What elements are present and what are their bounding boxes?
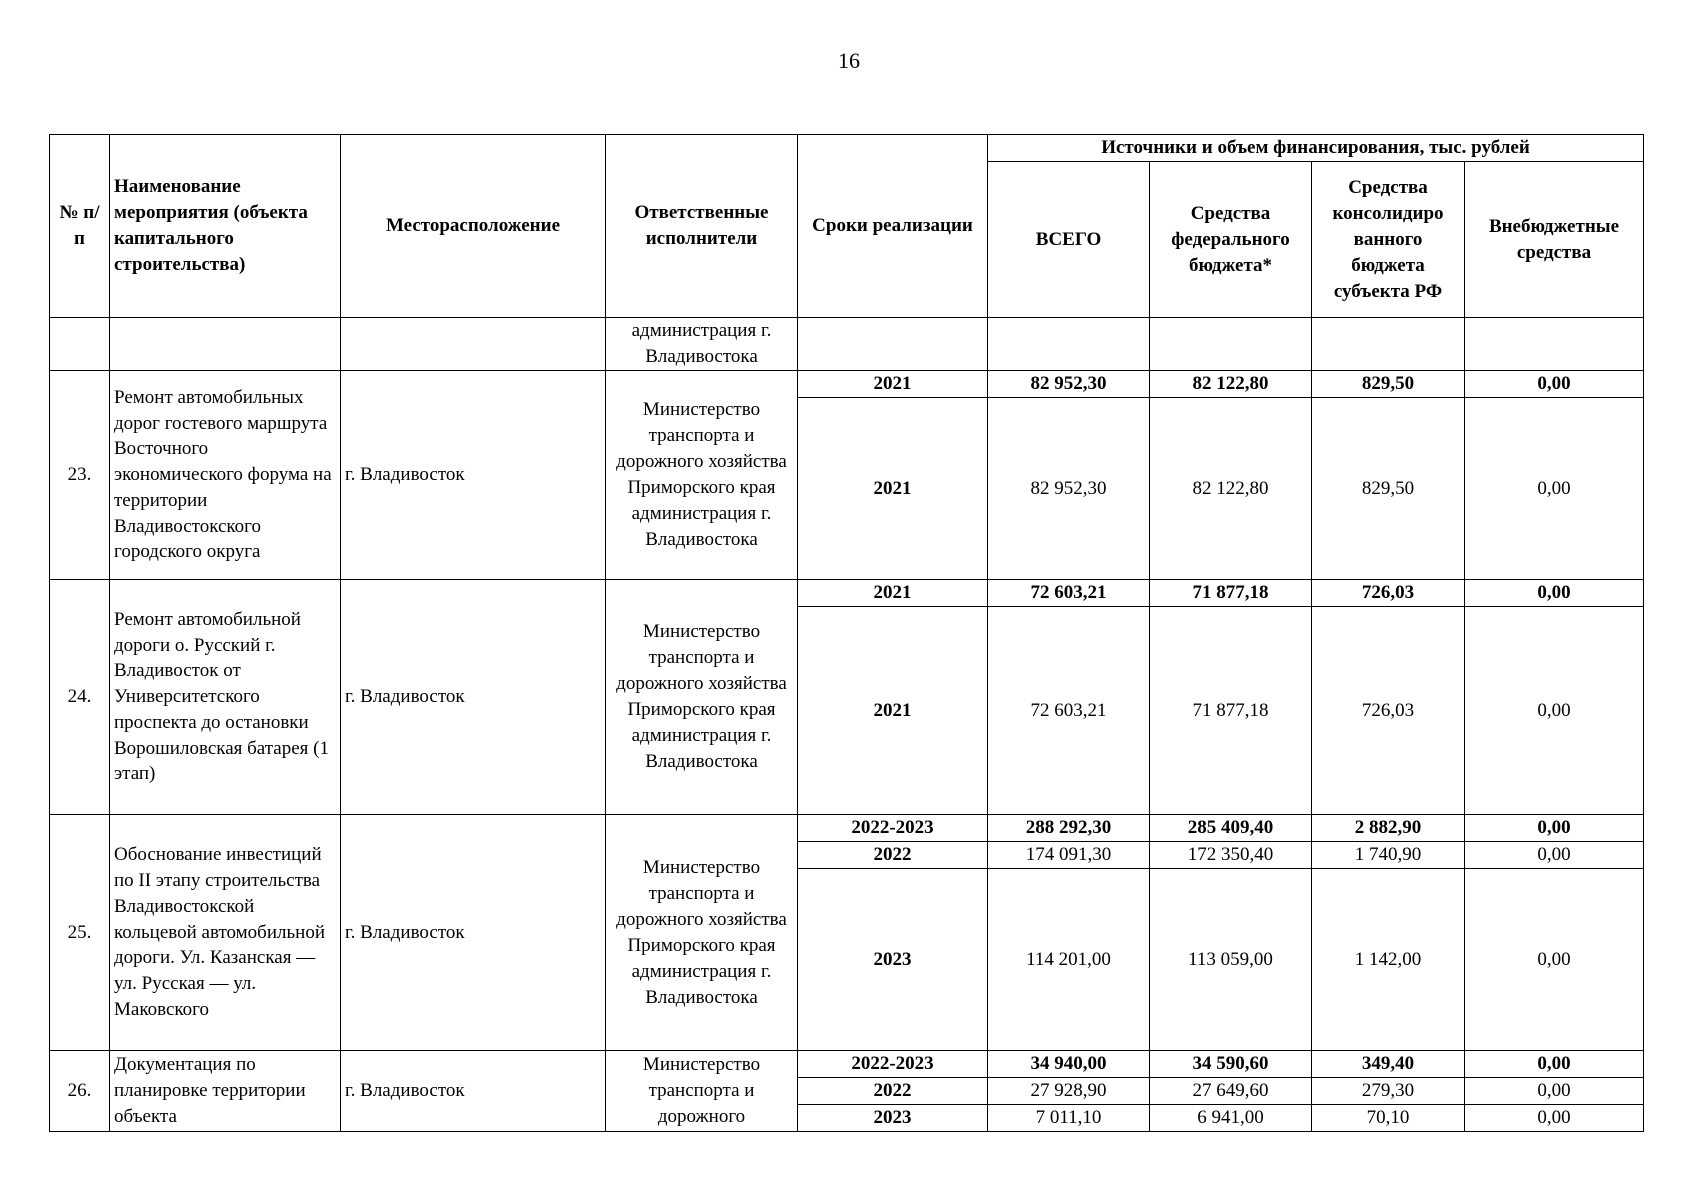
header-sources: Источники и объем финансирования, тыс. рублей	[988, 135, 1644, 162]
row-consolidated: 829,50	[1312, 371, 1465, 398]
row-extra: 0,00	[1465, 580, 1644, 607]
row-federal: 27 649,60	[1150, 1078, 1312, 1105]
row-total: 82 952,30	[988, 398, 1150, 580]
row-consolidated: 70,10	[1312, 1105, 1465, 1132]
row-year: 2021	[798, 607, 988, 815]
row-total: 114 201,00	[988, 869, 1150, 1051]
row-consolidated: 726,03	[1312, 607, 1465, 815]
table-row	[50, 815, 1644, 842]
row-responsible: Министерство транспорта и дорожного	[606, 1051, 798, 1132]
row-total: 7 011,10	[988, 1105, 1150, 1132]
row-total: 72 603,21	[988, 580, 1150, 607]
row-location: г. Владивосток	[341, 815, 606, 1051]
row-location: г. Владивосток	[341, 371, 606, 580]
row-total: 82 952,30	[988, 371, 1150, 398]
row-year: 2022-2023	[798, 1051, 988, 1078]
page-number: 16	[838, 48, 860, 73]
row-year: 2021	[798, 580, 988, 607]
row-total: 288 292,30	[988, 815, 1150, 842]
row-num: 25.	[50, 815, 110, 1051]
continuation-responsible: администрация г. Владивостока	[606, 318, 798, 371]
row-num: 24.	[50, 580, 110, 815]
row-location: г. Владивосток	[341, 1051, 606, 1132]
row-name: Документация по планировке территории объекта	[110, 1051, 341, 1132]
continuation-row	[50, 318, 1644, 371]
financing-table	[49, 134, 1644, 1132]
header-location: Месторасположение	[341, 135, 606, 318]
row-federal: 34 590,60	[1150, 1051, 1312, 1078]
row-year: 2022	[798, 1078, 988, 1105]
row-total: 174 091,30	[988, 842, 1150, 869]
row-extra: 0,00	[1465, 1105, 1644, 1132]
row-federal: 71 877,18	[1150, 607, 1312, 815]
row-extra: 0,00	[1465, 1078, 1644, 1105]
header-consolidated: Средства консолидиро ванного бюджета субъекта РФ	[1312, 162, 1465, 318]
row-extra: 0,00	[1465, 607, 1644, 815]
row-total: 72 603,21	[988, 607, 1150, 815]
row-name: Ремонт автомобильных дорог гостевого маршрута Восточного экономического форума на территории Владивостокского городского округа	[110, 371, 341, 580]
row-responsible: Министерство транспорта и дорожного хозяйства Приморского края администрация г. Владивостока	[606, 580, 798, 815]
row-federal: 71 877,18	[1150, 580, 1312, 607]
row-name: Обоснование инвестиций по II этапу строительства Владивостокской кольцевой автомобильной дороги. Ул. Казанская — ул. Русская — ул. Маковского	[110, 815, 341, 1051]
row-year: 2021	[798, 398, 988, 580]
row-total: 34 940,00	[988, 1051, 1150, 1078]
row-year: 2021	[798, 371, 988, 398]
header-total: ВСЕГО	[988, 162, 1150, 318]
row-extra: 0,00	[1465, 371, 1644, 398]
header-federal: Средства федерального бюджета*	[1150, 162, 1312, 318]
header-terms: Сроки реализации	[798, 135, 988, 318]
row-name: Ремонт автомобильной дороги о. Русский г. Владивосток от Университетского проспекта до остановки Ворошиловская батарея (1 этап)	[110, 580, 341, 815]
row-year: 2022	[798, 842, 988, 869]
header-responsible: Ответственные исполнители	[606, 135, 798, 318]
row-federal: 172 350,40	[1150, 842, 1312, 869]
row-extra: 0,00	[1465, 398, 1644, 580]
row-federal: 82 122,80	[1150, 371, 1312, 398]
row-federal: 113 059,00	[1150, 869, 1312, 1051]
row-consolidated: 349,40	[1312, 1051, 1465, 1078]
row-total: 27 928,90	[988, 1078, 1150, 1105]
row-year: 2023	[798, 1105, 988, 1132]
row-federal: 6 941,00	[1150, 1105, 1312, 1132]
table-row	[50, 1051, 1644, 1078]
row-consolidated: 726,03	[1312, 580, 1465, 607]
row-year: 2022-2023	[798, 815, 988, 842]
table-row	[50, 371, 1644, 398]
row-federal: 285 409,40	[1150, 815, 1312, 842]
row-responsible: Министерство транспорта и дорожного хозяйства Приморского края администрация г. Владивостока	[606, 371, 798, 580]
row-extra: 0,00	[1465, 815, 1644, 842]
row-extra: 0,00	[1465, 1051, 1644, 1078]
table-row	[50, 580, 1644, 607]
row-responsible: Министерство транспорта и дорожного хозяйства Приморского края администрация г. Владивостока	[606, 815, 798, 1051]
row-year: 2023	[798, 869, 988, 1051]
row-extra: 0,00	[1465, 842, 1644, 869]
row-consolidated: 279,30	[1312, 1078, 1465, 1105]
row-num: 26.	[50, 1051, 110, 1132]
row-consolidated: 1 740,90	[1312, 842, 1465, 869]
row-location: г. Владивосток	[341, 580, 606, 815]
row-num: 23.	[50, 371, 110, 580]
header-extrabudget: Внебюджетные средства	[1465, 162, 1644, 318]
row-extra: 0,00	[1465, 869, 1644, 1051]
row-consolidated: 1 142,00	[1312, 869, 1465, 1051]
header-num: № п/п	[50, 135, 110, 318]
header-name: Наименование мероприятия (объекта капитального строительства)	[110, 135, 341, 318]
row-consolidated: 2 882,90	[1312, 815, 1465, 842]
row-consolidated: 829,50	[1312, 398, 1465, 580]
row-federal: 82 122,80	[1150, 398, 1312, 580]
